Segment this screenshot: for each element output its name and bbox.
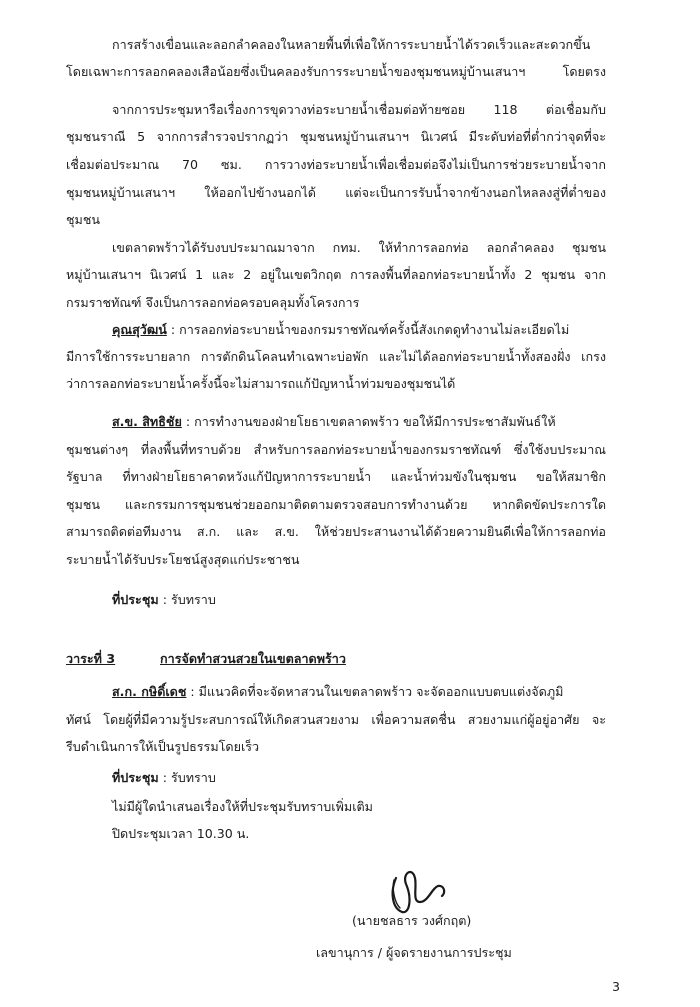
page-number: 3 bbox=[612, 979, 621, 994]
signatory-role: เลขานุการ / ผู้จดรายงานการประชุม bbox=[316, 945, 512, 960]
body-line: ชุมชนราณี 5 จากการสำรวจปรากฏว่า ชุมชนหมู่บ้านเสนาฯ นิเวศน์ มีระดับท่อที่ต่ำกว่าจุดที่จะ bbox=[66, 129, 606, 144]
speaker-name: ส.ข. สิทธิชัย bbox=[112, 414, 182, 429]
resolution-line bbox=[112, 770, 216, 786]
speaker-text: : การทำงานของฝ่ายโยธาเขตลาดพร้าว ขอให้มีการประชาสัมพันธ์ให้ bbox=[181, 414, 556, 429]
body-line: กรมราชทัณฑ์ จึงเป็นการลอกท่อครอบคลุมทั้งโครงการ bbox=[66, 295, 360, 310]
speaker-block bbox=[112, 322, 606, 338]
closing-note: ไม่มีผู้ใดนำเสนอเรื่องให้ที่ประชุมรับทราบเพิ่มเติม bbox=[112, 799, 373, 814]
resolution-value: : รับทราบ bbox=[162, 770, 216, 785]
body-line: การสร้างเขื่อนและลอกลำคลองในหลายพื้นที่เพื่อให้การระบายน้ำได้รวดเร็วและสะดวกขึ้น bbox=[112, 37, 591, 52]
signatory-name: (นายชลธาร วงศ์กฤต) bbox=[352, 913, 472, 928]
body-line: มีการใช้การระบายลาก การตักดินโคลนทำเฉพาะบ่อพัก และไม่ได้ลอกท่อระบายน้ำทั้งสองฝั่ง เกรง bbox=[66, 349, 606, 364]
adjourn-time: ปิดประชุมเวลา 10.30 น. bbox=[112, 826, 250, 841]
body-line: โดยเฉพาะการลอกคลองเสือน้อยซึ่งเป็นคลองรับการระบายน้ำของชุมชนหมู่บ้านเสนาฯ โดยตรง bbox=[66, 64, 606, 79]
agenda-title: การจัดทำสวนสวยในเขตลาดพร้าว bbox=[160, 651, 346, 666]
resolution-line bbox=[112, 592, 216, 608]
body-line: ทัศน์ โดยผู้ที่มีความรู้ประสบการณ์ให้เกิดสวนสวยงาม เพื่อความสดชื่น สวยงามแก่ผู้อยู่อาศัย จะ bbox=[66, 712, 606, 727]
speaker-block bbox=[112, 414, 606, 430]
speaker-name: คุณสุวัฒน์ bbox=[112, 322, 167, 337]
body-line: สามารถติดต่อทีมงาน ส.ก. และ ส.ข. ให้ช่วยประสานงานได้ด้วยความยินดีเพื่อให้การลอกท่อ bbox=[66, 524, 606, 539]
speaker-block bbox=[112, 684, 606, 700]
body-line: ชุมชนหมู่บ้านเสนาฯ ให้ออกไปข้างนอกได้ แต่จะเป็นการรับน้ำจากข้างนอกไหลลงสู่ที่ต่ำของ bbox=[66, 185, 606, 200]
body-line: รัฐบาล ที่ทางฝ่ายโยธาคาดหวังแก้ปัญหาการระบายน้ำ และน้ำท่วมขังในชุมชน ขอให้สมาชิก bbox=[66, 469, 606, 484]
body-line: รีบดำเนินการให้เป็นรูปธรรมโดยเร็ว bbox=[66, 739, 260, 754]
body-line: ชุมชนต่างๆ ที่ลงพื้นที่ทราบด้วย สำหรับการลอกท่อระบายน้ำของกรมราชทัณฑ์ ซึ่งใช้งบประมาณ bbox=[66, 442, 606, 457]
resolution-label: ที่ประชุม bbox=[112, 770, 159, 785]
body-line: ระบายน้ำได้รับประโยชน์สูงสุดแก่ประชาชน bbox=[66, 552, 300, 567]
body-line: ชุมชน และกรรมการชุมชนช่วยออกมาติดตามตรวจสอบการทำงานด้วย หากติดขัดประการใด bbox=[66, 497, 606, 512]
body-line: หมู่บ้านเสนาฯ นิเวศน์ 1 และ 2 อยู่ในเขตวิกฤต การลงพื้นที่ลอกท่อระบายน้ำทั้ง 2 ชุมชน จาก bbox=[66, 267, 606, 282]
speaker-name: ส.ก. กษิดิ์เดช bbox=[112, 684, 187, 699]
body-line: จากการประชุมหารือเรื่องการขุดวางท่อระบายน้ำเชื่อมต่อท้ายซอย 118 ต่อเชื่อมกับ bbox=[112, 102, 606, 117]
speaker-text: : การลอกท่อระบายน้ำของกรมราชทัณฑ์ครั้งนี้สังเกตดูทำงานไม่ละเอียดไม่ bbox=[166, 322, 570, 337]
body-line: เขตลาดพร้าวได้รับงบประมาณมาจาก กทม. ให้ทำการลอกท่อ ลอกลำคลอง ชุมชน bbox=[112, 240, 606, 255]
body-line: เชื่อมต่อประมาณ 70 ซม. การวางท่อระบายน้ำเพื่อเชื่อมต่อจึงไม่เป็นการช่วยระบายน้ำจาก bbox=[66, 157, 606, 172]
resolution-value: : รับทราบ bbox=[162, 592, 216, 607]
body-line: ว่าการลอกท่อระบายน้ำครั้งนี้จะไม่สามารถแก้ปัญหาน้ำท่วมของชุมชนได้ bbox=[66, 376, 456, 391]
speaker-text: : มีแนวคิดที่จะจัดหาสวนในเขตลาดพร้าว จะจัดออกแบบตบแต่งจัดภูมิ bbox=[186, 684, 564, 699]
resolution-label: ที่ประชุม bbox=[112, 592, 159, 607]
body-line: ชุมชน bbox=[66, 212, 101, 227]
agenda-number: วาระที่ 3 bbox=[66, 651, 116, 666]
